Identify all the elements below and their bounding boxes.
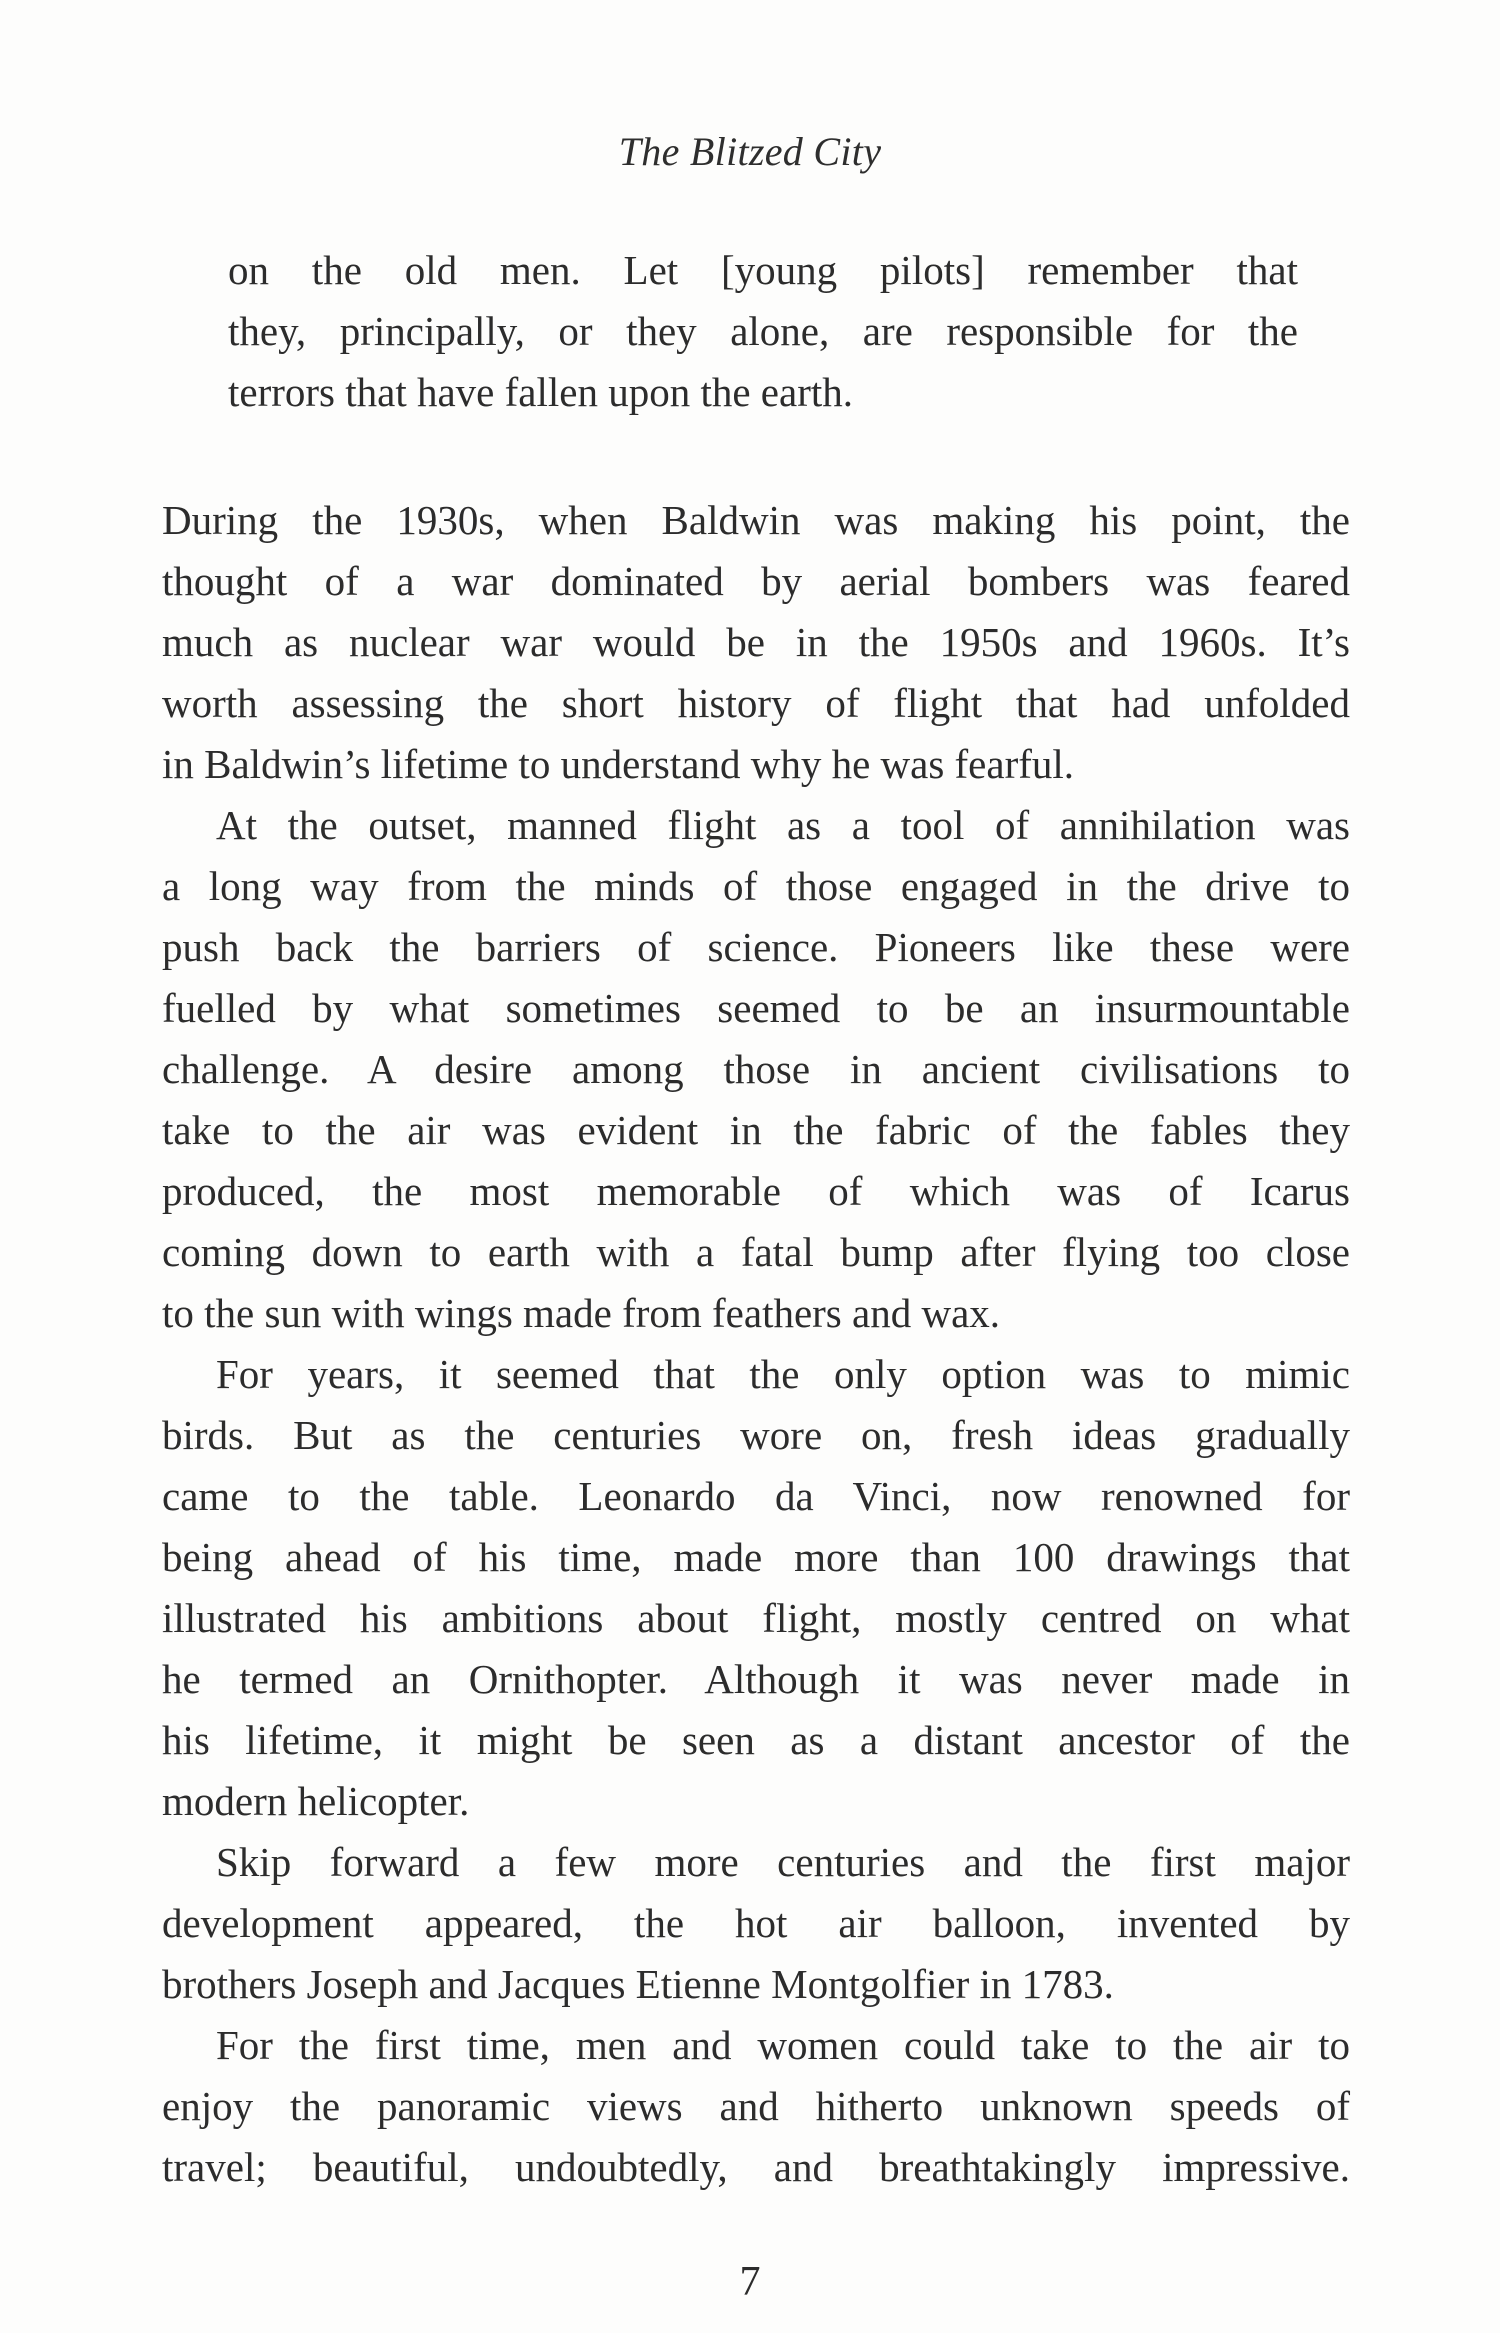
text-line: came to the table. Leonardo da Vinci, now renowned for	[162, 1473, 1350, 1519]
quote-line: on the old men. Let [young pilots] remember that	[228, 247, 1298, 293]
text-line: in Baldwin’s lifetime to understand why he was fearful.	[162, 741, 1075, 787]
text-line: At the outset, manned flight as a tool of annihilation was	[216, 802, 1350, 848]
text-line: coming down to earth with a fatal bump after flying too close	[162, 1229, 1350, 1275]
text-line: For years, it seemed that the only option was to mimic	[216, 1351, 1350, 1397]
text-line: birds. But as the centuries wore on, fresh ideas gradually	[162, 1412, 1350, 1458]
text-line: produced, the most memorable of which was of Icarus	[162, 1168, 1350, 1214]
running-head: The Blitzed City	[618, 129, 882, 174]
text-line: take to the air was evident in the fabric of the fables they	[162, 1107, 1350, 1153]
body-text	[162, 490, 1350, 2198]
block-quote	[228, 240, 1298, 423]
paragraph-3	[162, 1344, 1350, 1832]
quote-line: terrors that have fallen upon the earth.	[228, 369, 853, 415]
text-line: Skip forward a few more centuries and the first major	[216, 1839, 1350, 1885]
text-line: much as nuclear war would be in the 1950s and 1960s. It’s	[162, 619, 1350, 665]
text-line: to the sun with wings made from feathers and wax.	[162, 1290, 1001, 1336]
text-line: For the first time, men and women could take to the air to	[216, 2022, 1350, 2068]
text-line: he termed an Ornithopter. Although it was never made in	[162, 1656, 1350, 1702]
text-line: modern helicopter.	[162, 1778, 470, 1824]
text-line: brothers Joseph and Jacques Etienne Montgolfier in 1783.	[162, 1961, 1114, 2007]
quote-line: they, principally, or they alone, are responsible for the	[228, 308, 1298, 354]
text-line: push back the barriers of science. Pioneers like these were	[162, 924, 1350, 970]
paragraph-5	[162, 2015, 1350, 2198]
text-line: fuelled by what sometimes seemed to be an insurmountable	[162, 985, 1350, 1031]
text-line: worth assessing the short history of flight that had unfolded	[162, 680, 1350, 726]
text-line: his lifetime, it might be seen as a distant ancestor of the	[162, 1717, 1350, 1763]
paragraph-4	[162, 1832, 1350, 2015]
text-line: During the 1930s, when Baldwin was making his point, the	[162, 497, 1350, 543]
text-line: travel; beautiful, undoubtedly, and breathtakingly impressive.	[162, 2144, 1350, 2190]
text-line: illustrated his ambitions about flight, mostly centred on what	[162, 1595, 1350, 1641]
text-line: enjoy the panoramic views and hitherto unknown speeds of	[162, 2083, 1350, 2129]
text-line: being ahead of his time, made more than 100 drawings that	[162, 1534, 1350, 1580]
text-line: challenge. A desire among those in ancient civilisations to	[162, 1046, 1350, 1092]
text-line: development appeared, the hot air balloon, invented by	[162, 1900, 1350, 1946]
text-line: a long way from the minds of those engaged in the drive to	[162, 863, 1350, 909]
paragraph-2	[162, 795, 1350, 1344]
paragraph-1	[162, 490, 1350, 795]
text-line: thought of a war dominated by aerial bombers was feared	[162, 558, 1350, 604]
page-number: 7	[739, 2259, 761, 2305]
